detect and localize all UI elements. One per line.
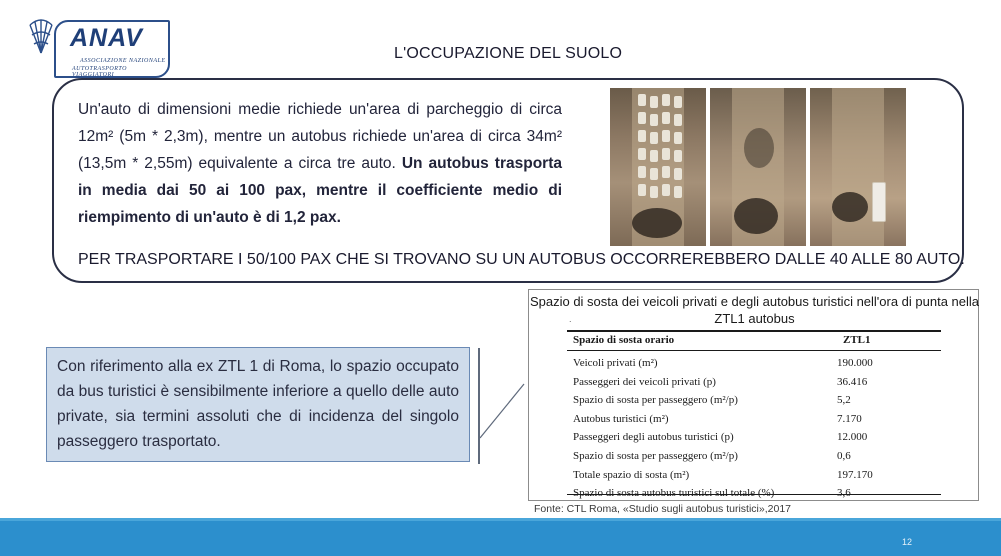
- table-row-label: Autobus turistici (m²): [573, 412, 669, 425]
- conclusion-text: PER TRASPORTARE I 50/100 PAX CHE SI TROVANO SU UN AUTOBUS OCCORREREBBERO DALLE 40 ALLE 80 AUTO.: [78, 251, 965, 268]
- photo-strip: [610, 88, 906, 246]
- table-row-value: 0,6: [837, 449, 851, 462]
- intro-text: Un'auto di dimensioni medie richiede un'area di parcheggio di circa 12m² (5m * 2,3m), mentre un autobus richiede un'area di circa 34m² (13,5m * 2,55m) equivalente a circa tre auto.: [78, 101, 562, 172]
- table-row: [573, 410, 943, 429]
- intro-bold-text: Un autobus trasporta in media dai 50 ai 100 pax, mentre il coefficiente medio di riempimento di un'auto è di 1,2 pax.: [78, 155, 562, 226]
- commentary-text: Con riferimento alla ex ZTL 1 di Roma, lo spazio occupato da bus turistici è sensibilmente inferiore a quello delle auto private, sia termini assoluti che di incidenza del singolo passeggero trasportato.: [57, 358, 459, 450]
- table-row-value: 197.170: [837, 468, 873, 481]
- logo-subtitle-1: ASSOCIAZIONE NAZIONALE: [80, 58, 166, 64]
- table-dot: .: [569, 314, 572, 324]
- table-row-label: Passeggeri degli autobus turistici (p): [573, 431, 734, 444]
- table-row: [573, 354, 943, 373]
- table-row: [573, 447, 943, 466]
- data-table: [528, 289, 979, 501]
- table-row-label: Spazio di sosta per passeggero (m²/p): [573, 394, 738, 407]
- table-row: [573, 391, 943, 410]
- photo-street-bus: [810, 88, 906, 246]
- intro-paragraph: [78, 96, 562, 231]
- table-header-ztl1: ZTL1: [843, 334, 871, 346]
- table-row-label: Passeggeri dei veicoli privati (p): [573, 375, 716, 388]
- source-note: Fonte: CTL Roma, «Studio sugli autobus turistici»,2017: [534, 503, 791, 515]
- table-row-value: 5,2: [837, 394, 851, 407]
- callout-connector: [480, 380, 530, 440]
- photo-street-bikes: [710, 88, 806, 246]
- table-row: [573, 466, 943, 485]
- page-number: 12: [902, 537, 913, 547]
- commentary-box: [46, 347, 470, 462]
- table-row-label: Totale spazio di sosta (m²): [573, 468, 690, 481]
- photo-street-cars: [610, 88, 706, 246]
- page-title: L'OCCUPAZIONE DEL SUOLO: [394, 45, 623, 62]
- table-row: [573, 428, 943, 447]
- table-header-label: Spazio di sosta orario: [573, 334, 675, 346]
- table-row-value: 36.416: [837, 375, 868, 388]
- table-title: Spazio di sosta dei veicoli privati e degli autobus turistici nell'ora di punta nella ZTL1 autobus: [529, 294, 980, 326]
- footer-stripe: [0, 518, 1001, 521]
- anav-logo: [10, 12, 170, 78]
- table-row-label: Spazio di sosta per passeggero (m²/p): [573, 449, 738, 462]
- footer-bar: [0, 518, 1001, 556]
- logo-subtitle-2: AUTOTRASPORTO VIAGGIATORI: [72, 66, 127, 78]
- table-header-row: [573, 334, 943, 346]
- table-row-value: 7.170: [837, 412, 862, 425]
- table-row-value: 12.000: [837, 431, 868, 444]
- table-row: [573, 373, 943, 392]
- table-header-rule: [567, 350, 941, 351]
- logo-name: ANAV: [70, 24, 143, 52]
- table-body: [573, 354, 943, 503]
- table-bottom-rule: [567, 494, 941, 495]
- table-row-label: Veicoli privati (m²): [573, 357, 658, 369]
- table-top-rule: [567, 330, 941, 332]
- shell-icon: [26, 12, 56, 62]
- table-row-value: 190.000: [837, 357, 873, 369]
